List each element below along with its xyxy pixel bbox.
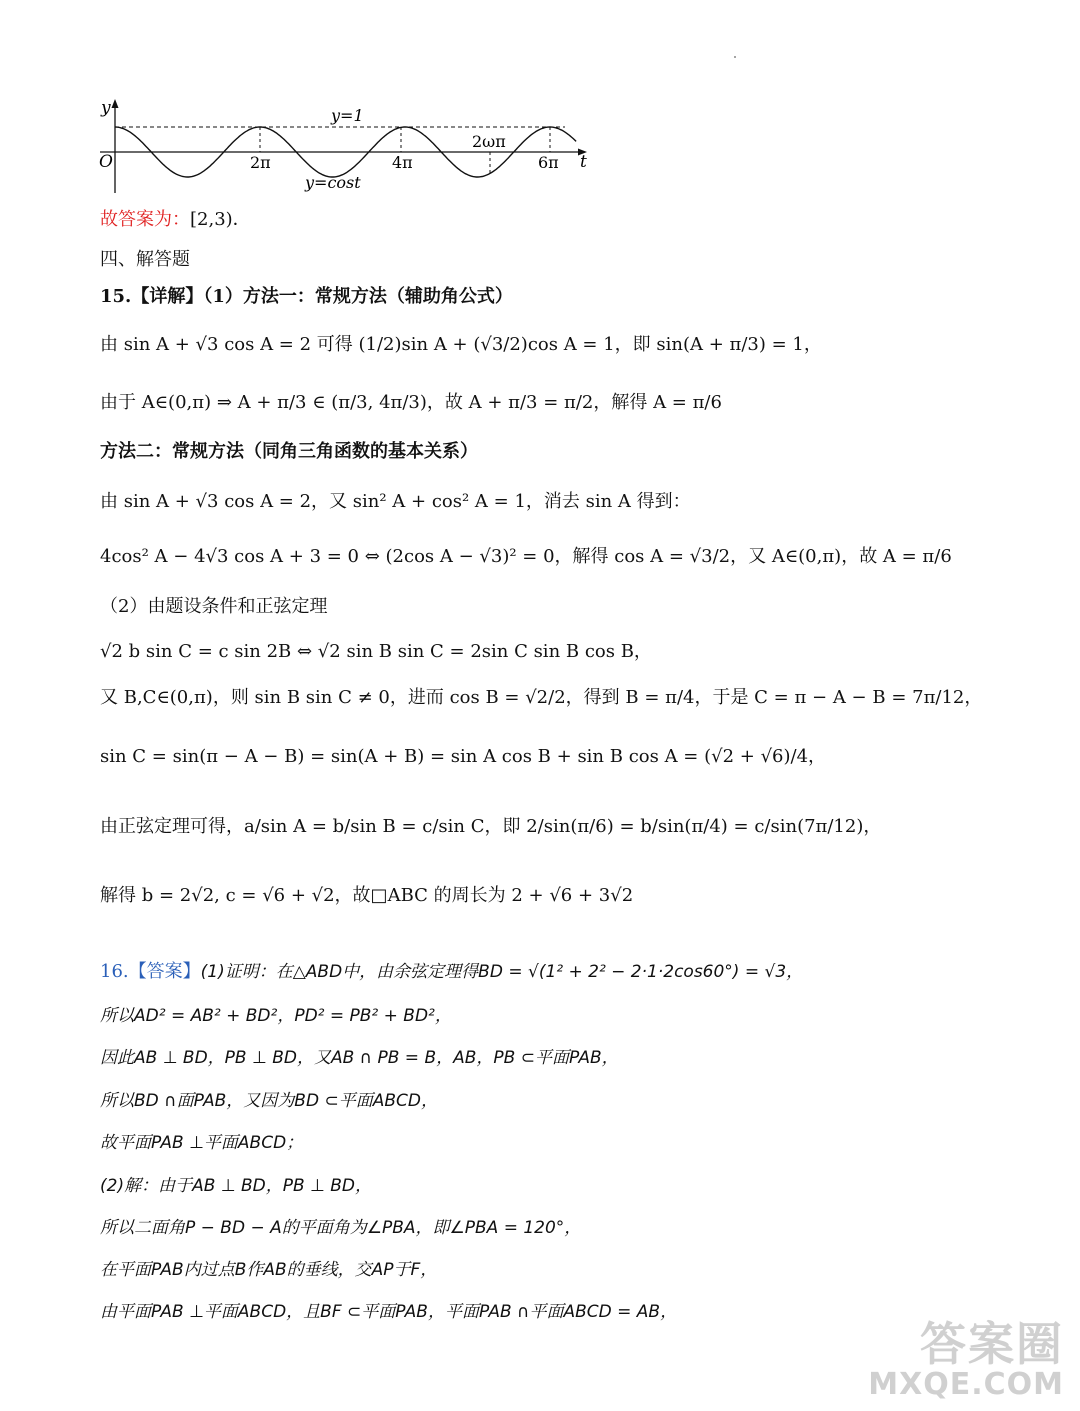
q15-line-3: 由 sin A + √3 cos A = 2，又 sin² A + cos² A = 1，消去 sin A 得到： <box>100 491 691 512</box>
q15-line-9: 解得 b = 2√2, c = √6 + √2，故□ABC 的周长为 2 + √6 + 3√2 <box>100 885 634 906</box>
cos-label: y=cost <box>305 173 361 192</box>
watermark-logo: 答案圈 <box>920 1317 1064 1371</box>
y1-label: y=1 <box>331 106 364 125</box>
q16-line-6: (2)解：由于AB ⊥ BD，PB ⊥ BD， <box>100 1176 373 1196</box>
q15-line-7: sin C = sin(π − A − B) = sin(A + B) = sin A cos B + sin B cos A = (√2 + √6)/4， <box>100 746 827 767</box>
q16-line-4: 所以BD ∩面PAB，又因为BD ⊂平面ABCD， <box>100 1091 438 1111</box>
section-heading: 四、解答题 <box>100 249 190 270</box>
cosine-graph <box>95 95 595 200</box>
q15-line-1: 由 sin A + √3 cos A = 2 可得 (1/2)sin A + (√3/2)cos A = 1，即 sin(A + π/3) = 1， <box>100 334 822 355</box>
t-axis-label: t <box>580 152 587 172</box>
q15-label: 15.【详解】 <box>100 286 204 307</box>
q16-line-2: 所以AD² = AB² + BD²，PD² = PB² + BD²， <box>100 1006 452 1026</box>
tick-6pi: 6π <box>538 153 559 172</box>
watermark-site: MXQE.COM <box>868 1367 1064 1402</box>
stray-dot <box>734 56 736 58</box>
tick-4pi: 4π <box>392 153 413 172</box>
q15-line-6: 又 B,C∈(0,π)，则 sin B sin C ≠ 0，进而 cos B = √2/2，得到 B = π/4，于是 C = π − A − B = 7π/12， <box>100 687 983 708</box>
q15-part2-title: （2）由题设条件和正弦定理 <box>100 596 328 617</box>
q16-line-1: (1)证明：在△ABD中，由余弦定理得BD = √(1² + 2² − 2·1·2cos60°) = √3， <box>200 962 804 982</box>
y-axis-label: y <box>101 98 111 118</box>
q15-method1-title: （1）方法一：常规方法（辅助角公式） <box>203 286 513 307</box>
q15-line-8: 由正弦定理可得，a/sin A = b/sin B = c/sin C，即 2/sin(π/6) = b/sin(π/4) = c/sin(7π/12)， <box>100 816 882 837</box>
tick-2pi: 2π <box>250 153 271 172</box>
q16-label: 16.【答案】 <box>100 961 201 982</box>
q16-line-7: 所以二面角P − BD − A的平面角为∠PBA，即∠PBA = 120°， <box>100 1218 582 1238</box>
2omegapi-label: 2ωπ <box>472 132 506 151</box>
q15-method2-title: 方法二：常规方法（同角三角函数的基本关系） <box>100 441 478 462</box>
y-axis-arrow <box>112 99 119 108</box>
q16-line-5: 故平面PAB ⊥平面ABCD； <box>100 1133 304 1153</box>
q15-line-2: 由于 A∈(0,π) ⇒ A + π/3 ∈ (π/3, 4π/3)，故 A + π/3 = π/2，解得 A = π/6 <box>100 392 722 413</box>
q15-line-5: √2 b sin C = c sin 2B ⇔ √2 sin B sin C = 2sin C sin B cos B， <box>100 641 652 662</box>
answer-value: [2,3)． <box>190 209 251 230</box>
watermark <box>868 1319 1064 1401</box>
origin-label: O <box>99 152 113 172</box>
answer-prefix: 故答案为： <box>100 209 190 230</box>
q16-line-8: 在平面PAB内过点B作AB的垂线，交AP于F， <box>100 1260 438 1280</box>
q16-line-3: 因此AB ⊥ BD，PB ⊥ BD，又AB ∩ PB = B，AB，PB ⊂平面PAB， <box>100 1048 619 1068</box>
q15-line-4: 4cos² A − 4√3 cos A + 3 = 0 ⇔ (2cos A − √3)² = 0，解得 cos A = √3/2，又 A∈(0,π)，故 A = π/6 <box>100 546 952 567</box>
answer-line <box>100 208 251 232</box>
q16-heading <box>100 960 803 984</box>
q15-heading <box>100 285 513 309</box>
q16-line-9: 由平面PAB ⊥平面ABCD，且BF ⊂平面PAB，平面PAB ∩平面ABCD = AB， <box>100 1302 678 1322</box>
